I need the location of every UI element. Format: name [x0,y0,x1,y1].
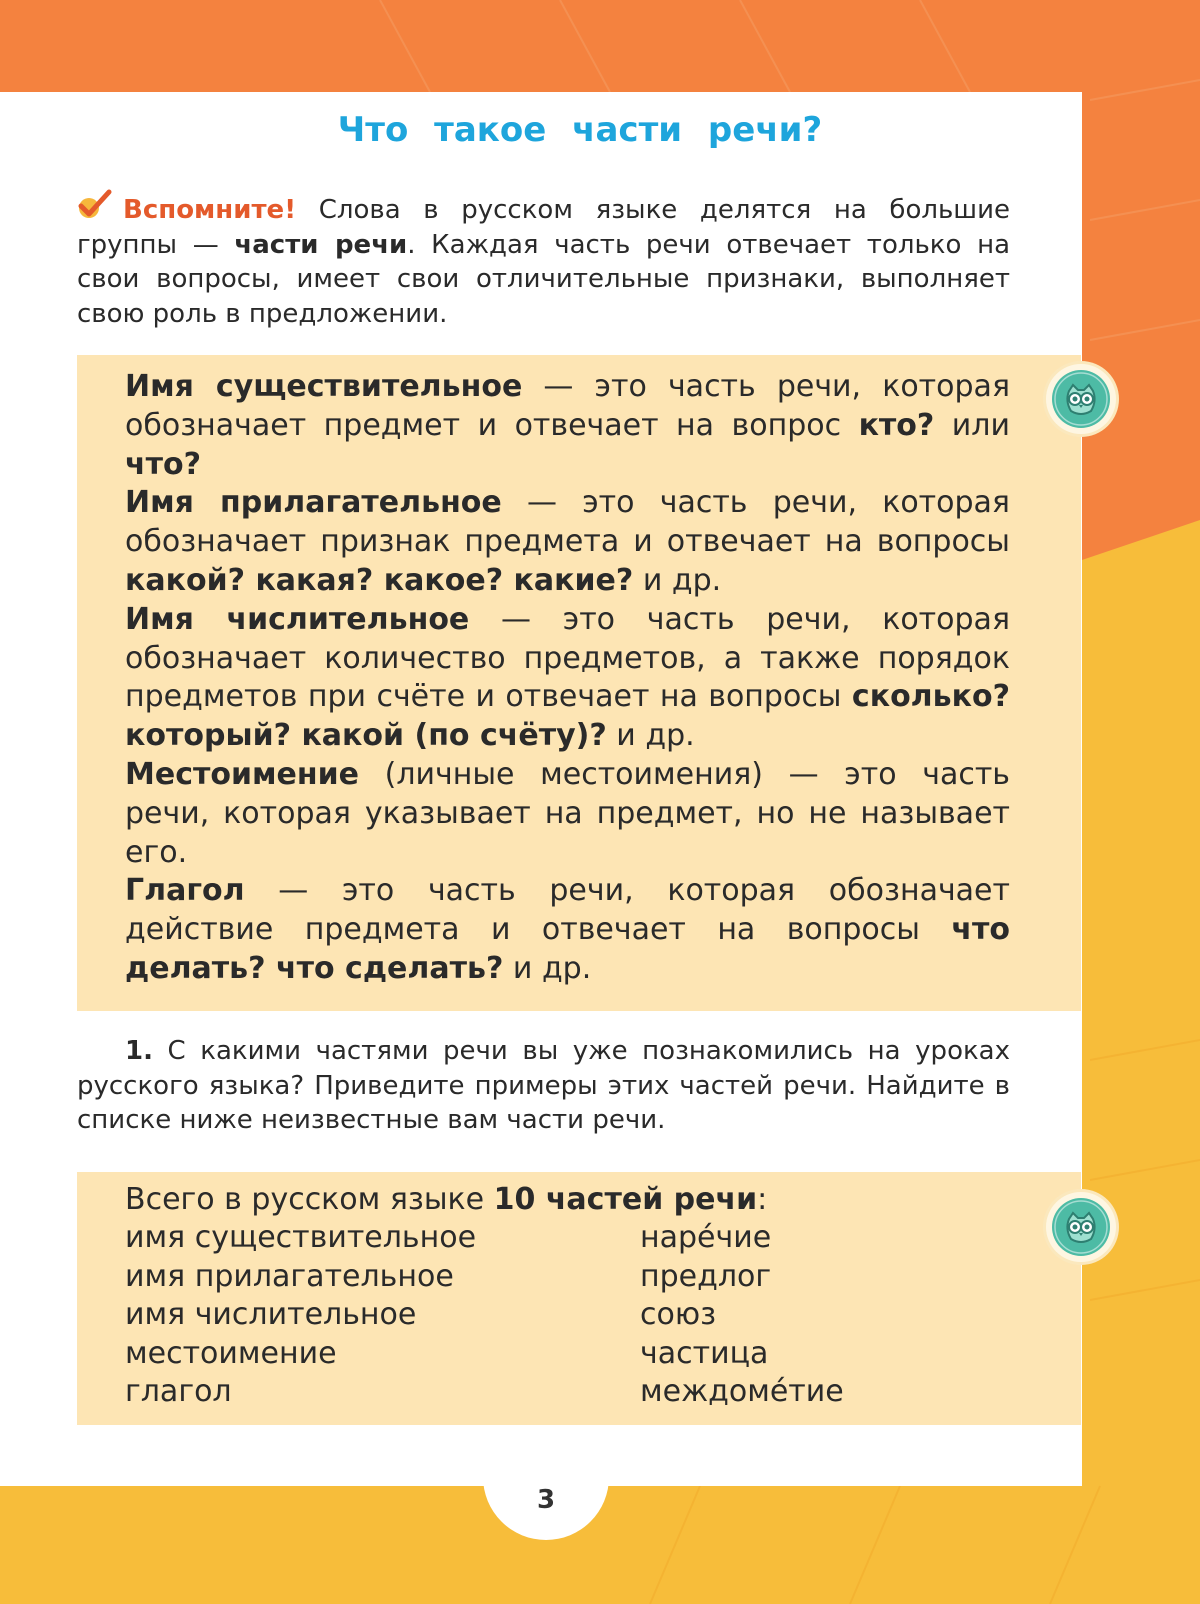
exercise-1 [77,1034,1010,1138]
remember-label: Вспомните! [123,195,297,225]
list-item: нарéчие [640,1220,772,1255]
owl-icon [1046,364,1116,434]
list-item: местоимение [125,1335,337,1371]
summary-line: Всего в русском языке 10 частей речи: [125,1182,768,1217]
page-title: Что такое части речи? [337,110,823,150]
definition-pronoun: Местоимение (личные местоимения) — это часть речи, которая указывает на предмет, но не называет его. [125,756,1010,870]
list-item: глагол [125,1374,232,1410]
definition-noun: Имя существительное — это часть речи, которая обозначает предмет и отвечает на вопрос кто? или что? [125,369,1010,482]
list-item: частица [640,1335,769,1371]
list-item: междомéтие [640,1374,844,1410]
exercise-number: 1. [125,1036,153,1066]
list-item: имя прилагательное [125,1258,454,1294]
list-item: имя существительное [125,1220,477,1255]
exercise-text: С какими частями речи вы уже познакомились на уроках русского языка? Приведите примеры этих частей речи. Найдите в списке ниже неизвестные вам части речи. [77,1036,1010,1135]
list-item: предлог [640,1258,772,1294]
remember-text-before: Слова в русском языке делятся на большие группы — [77,195,1010,260]
definition-verb: Глагол — это часть речи, которая обозначает действие предмета и отвечает на вопросы что делать? что сделать? и др. [125,873,1010,986]
owl-icon [1046,1192,1116,1262]
list-item: имя числительное [125,1297,417,1333]
page-number: 3 [536,1485,556,1515]
definitions-list [125,368,1010,989]
list-item: союз [640,1297,717,1333]
parts-list-right [640,1219,844,1412]
definition-adjective: Имя прилагательное — это часть речи, которая обозначает признак предмета и отвечает на вопросы какой? какая? какое? какие? и др. [125,485,1010,598]
definition-numeral: Имя числительное — это часть речи, которая обозначает количество предметов, а также порядок предметов при счёте и отвечает на вопросы сколько? который? какой (по счёту)? и др. [125,601,1010,754]
parts-list-left [125,1219,476,1412]
remember-paragraph [77,193,1010,331]
remember-text-after: . Каждая часть речи отвечает только на свои вопросы, имеет свои отличительные признаки, выполняет свою роль в предложении. [77,229,1010,329]
remember-term: части речи [234,229,408,260]
